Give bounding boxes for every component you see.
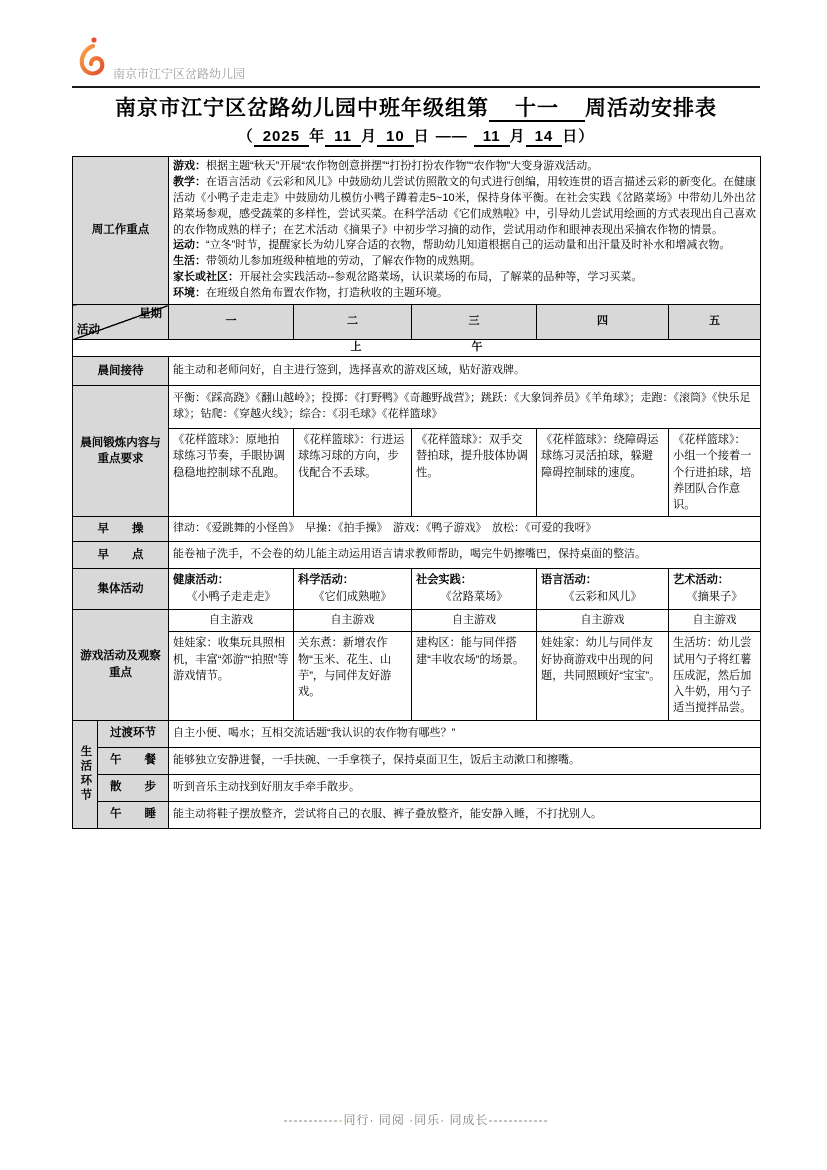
game-observation-label: 游戏活动及观察重点 [73,610,169,720]
title-week-number: 十一 [489,98,585,122]
footer-dashes-right: ------------ [488,1112,549,1127]
exercise-overview: 平衡：《踩高跷》《翻山越岭》；投掷：《打野鸭》《奇趣野战营》；跳跃：《大象饲养员》《羊角球》；走跑：《滚筒》《快乐足球》；钻爬：《穿越火线》；综合：《羽毛球》《花样篮球》 [169,386,761,429]
row-game-observation [73,632,761,720]
focus-item-label: 家长或社区： [173,271,239,284]
row-walk [73,774,761,801]
morning-reception-content: 能主动和老师问好，自主进行签到，选择喜欢的游戏区域，贴好游戏牌。 [169,357,761,386]
row-session-am [73,340,761,357]
footer-motto [72,1111,760,1128]
activity-title: 《它们成熟啦》 [313,590,392,603]
group-activity-label: 集体活动 [73,569,169,610]
weekly-schedule-table [72,156,761,829]
page-title [72,92,760,122]
row-snack [73,542,761,569]
exercise-fri: 《花样篮球》：小组一个接着一个行进拍球，培养团队合作意识。 [669,429,761,517]
date-range [72,125,760,147]
nap-content: 能主动将鞋子摆放整齐，尝试将自己的衣服、裤子叠放整齐，能安静入睡，不打扰别人。 [169,801,761,828]
activity-type: 社会实践： [416,574,472,587]
title-prefix: 南京市江宁区岔路幼儿园中班年级组第 [115,97,489,120]
document-sheet [72,0,760,1128]
date-year-unit: 年 [309,128,326,146]
nap-label: 午 睡 [98,801,169,828]
date-day-end: 14 [526,129,563,147]
date-year: 2025 [254,129,309,147]
focus-item-label: 运动： [173,239,206,252]
row-nap [73,801,761,828]
row-exercise-days [73,429,761,517]
title-suffix: 周活动安排表 [585,97,717,120]
row-morning-reception [73,357,761,386]
row-group-activity [73,569,761,610]
activity-title: 《云彩和风儿》 [563,590,642,603]
activity-title: 《小鸭子走走走》 [186,590,276,603]
walk-content: 听到音乐主动找到好朋友手牵手散步。 [169,774,761,801]
row-morning-gym [73,517,761,542]
free-play-thu: 自主游戏 [537,610,669,632]
morning-gym-label: 早 操 [73,517,169,542]
activity-title: 《摘果子》 [686,590,743,603]
lunch-label: 午 餐 [98,747,169,774]
lunch-content: 能够独立安静进餐，一手扶碗、一手拿筷子，保持桌面卫生，饭后主动漱口和擦嘴。 [169,747,761,774]
session-am-cell [73,340,761,357]
game-mon: 娃娃家：收集玩具照相机，丰富“郊游”“拍照”等游戏情节。 [169,632,294,720]
footer-accent-dash: - [338,1112,344,1127]
activity-type: 科学活动： [298,574,354,587]
focus-item-label: 游戏： [173,159,206,172]
day-header-fri: 五 [669,305,761,340]
walk-label: 散 步 [98,774,169,801]
corner-activity-label: 活动 [77,323,100,336]
focus-item-label: 生活： [173,255,206,268]
corner-cell [73,305,169,340]
exercise-thu: 《花样篮球》：绕障碍运球练习灵活拍球，躲避障碍控制球的速度。 [537,429,669,517]
game-wed: 建构区：能与同伴搭建“丰收农场”的场景。 [412,632,537,720]
brand-header [72,0,760,83]
week-focus-label: 周工作重点 [73,156,169,304]
footer-dashes-left: ----------- [283,1112,339,1127]
morning-exercise-label: 晨间锻炼内容与重点要求 [73,386,169,517]
focus-item-label: 教学： [173,175,206,188]
kindergarten-logo-icon [72,34,110,83]
row-transition [73,720,761,747]
corner-weekday-label: 星期 [139,308,162,321]
group-wed [412,569,537,610]
game-thu: 娃娃家：幼儿与同伴友好协商游戏中出现的问题，共同照顾好“宝宝”。 [537,632,669,720]
morning-gym-content: 律动：《爱跳舞的小怪兽》 早操：《拍手操》 游戏：《鸭子游戏》 放松：《可爱的我呀》 [169,517,761,542]
transition-label: 过渡环节 [98,720,169,747]
date-open-paren: （ [237,128,254,146]
activity-type: 语言活动： [541,574,597,587]
free-play-fri: 自主游戏 [669,610,761,632]
group-mon [169,569,294,610]
free-play-mon: 自主游戏 [169,610,294,632]
row-weekday-header [73,305,761,340]
free-play-wed: 自主游戏 [412,610,537,632]
focus-item-label: 环境： [173,287,206,300]
focus-item-text: 开展社会实践活动--参观岔路菜场，认识菜场的布局，了解菜的品种等，学习买菜。 [239,271,643,284]
activity-type: 健康活动： [173,574,229,587]
group-tue [294,569,412,610]
session-am-right: 午 [471,341,483,354]
date-day-unit2: 日 [562,128,579,146]
group-fri [669,569,761,610]
focus-item-text: 在班级自然角布置农作物，打造秋收的主题环境。 [206,287,448,300]
daily-life-label [73,720,98,828]
group-thu [537,569,669,610]
date-day-start: 10 [377,129,414,147]
date-month-end: 11 [474,129,510,147]
focus-item-text: 根据主题“秋天”开展“农作物创意拼摆”“打扮打扮农作物”“农作物”大变身游戏活动。 [206,159,599,172]
date-month-start: 11 [325,129,361,147]
focus-item-text: “立冬”时节，提醒家长为幼儿穿合适的衣物，帮助幼儿知道根据自己的运动量和出汗量及时补水和增减衣物。 [206,239,731,252]
date-close-paren: ） [578,128,595,146]
game-fri: 生活坊：幼儿尝试用勺子将红薯压成泥，然后加入牛奶，用勺子适当搅拌品尝。 [669,632,761,720]
activity-type: 艺术活动： [673,574,729,587]
date-day-unit1: 日 [413,128,430,146]
morning-reception-label: 晨间接待 [73,357,169,386]
exercise-tue: 《花样篮球》：行进运球练习球的方向，步伐配合不丢球。 [294,429,412,517]
row-lunch [73,747,761,774]
focus-item-text: 在语言活动《云彩和风儿》中鼓励幼儿尝试仿照散文的句式进行创编，用较连贯的语言描述云彩的新变化。在健康活动《小鸭子走走走》中鼓励幼儿模仿小鸭子蹲着走5~10米，保持身体平衡。在社会实践《岔路菜场》中带幼儿外出岔路菜场参观，感受蔬菜的多样性，尝试买菜。在科学活动《它们成熟啦》中，引导幼儿尝试用绘画的方式表现出自己喜欢的农作物成熟的样子；在艺术活动《摘果子》中初步学习摘的动作，尝试用动作和眼神表现出采摘农作物的情景。 [173,175,756,236]
week-focus-content [169,156,761,304]
day-header-tue: 二 [294,305,412,340]
session-am-left: 上 [350,341,362,354]
day-header-wed: 三 [412,305,537,340]
header-divider [72,86,760,88]
footer-text: 同行· 同阅 ·同乐· 同成长 [343,1112,489,1127]
row-week-focus [73,156,761,304]
exercise-mon: 《花样篮球》：原地拍球练习节奏，手眼协调稳稳地控制球不乱跑。 [169,429,294,517]
row-exercise-overview [73,386,761,429]
focus-item-text: 带领幼儿参加班级种植地的劳动，了解农作物的成熟期。 [206,255,481,268]
brand-name: 南京市江宁区岔路幼儿园 [113,67,246,81]
row-free-play [73,610,761,632]
game-tue: 关东煮：新增农作物“玉米、花生、山芋”，与同伴友好游戏。 [294,632,412,720]
day-header-thu: 四 [537,305,669,340]
activity-title: 《岔路菜场》 [440,590,508,603]
daily-life-vertical-text: 生活环节 [79,745,92,804]
transition-content: 自主小便、喝水；互相交流话题“我认识的农作物有哪些？” [169,720,761,747]
date-month-unit1: 月 [360,128,377,146]
snack-content: 能卷袖子洗手，不会卷的幼儿能主动运用语言请求教师帮助，喝完牛奶擦嘴巴，保持桌面的整洁。 [169,542,761,569]
free-play-tue: 自主游戏 [294,610,412,632]
date-month-unit2: 月 [509,128,526,146]
day-header-mon: 一 [169,305,294,340]
snack-label: 早 点 [73,542,169,569]
date-dash: —— [435,128,468,146]
exercise-wed: 《花样篮球》：双手交替拍球，提升肢体协调性。 [412,429,537,517]
